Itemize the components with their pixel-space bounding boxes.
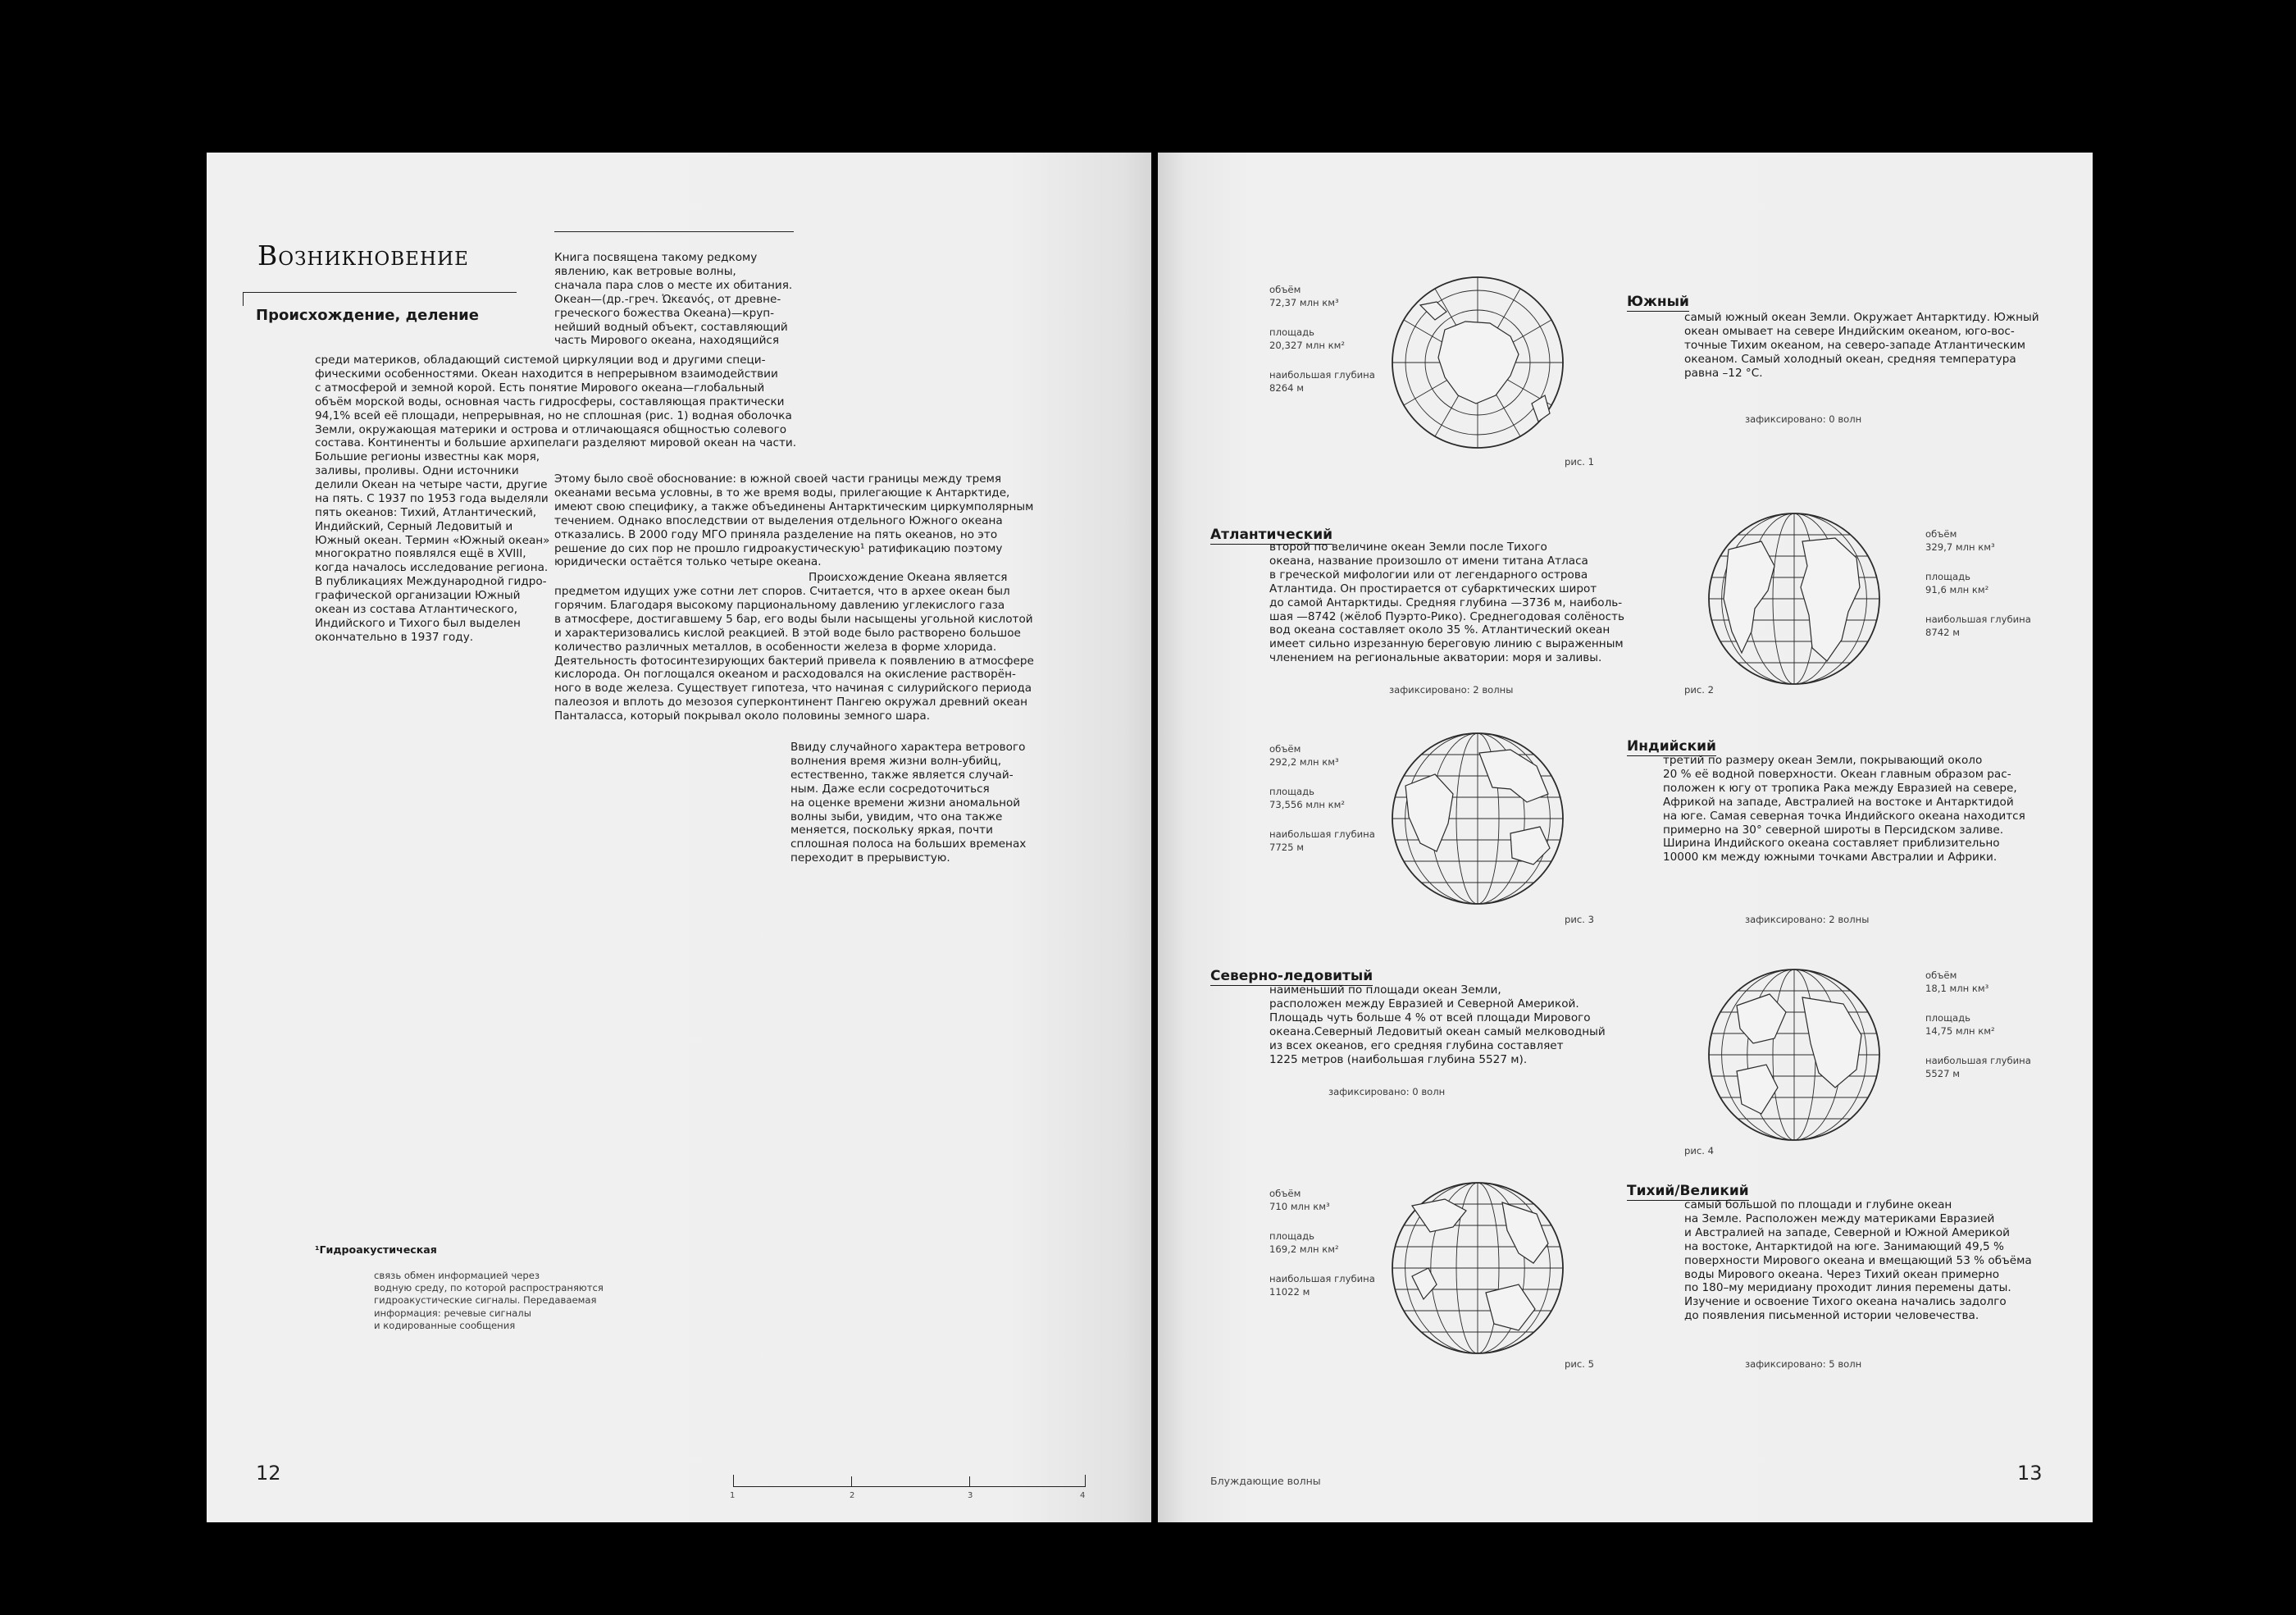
footnote-line: гидроакустические сигналы. Передаваемая	[374, 1294, 597, 1307]
text-line: океана.Северный Ледовитый океан самый мелководный	[1269, 1024, 1606, 1038]
title-rule	[243, 292, 301, 306]
paragraph-3-first-line: Происхождение Океана является	[809, 571, 1008, 584]
text-line: меняется, поскольку яркая, почти	[790, 823, 993, 837]
stat-value: 14,75 млн км²	[1925, 1025, 1995, 1037]
text-line: Ввиду случайного характера ветрового	[790, 741, 1026, 754]
text-line: по 180–му меридиану проходит линия перемены даты.	[1684, 1281, 2011, 1295]
text-line: горячим. Благодаря высокому парциональному давлению углекислого газа	[554, 598, 1005, 612]
text-line: океан омывает на севере Индийским океаном, юго-вос-	[1684, 324, 2015, 338]
text-line: юридически остаётся только четыре океана.	[554, 555, 822, 569]
text-line: течением. Однако впоследствии от выделения отдельного Южного океана	[554, 513, 1003, 527]
globe-indian	[1387, 728, 1568, 909]
figure-caption: рис. 3	[1565, 914, 1595, 925]
text-line: сплошная полоса на больших временах	[790, 837, 1027, 851]
text-line: состава. Континенты и большие архипелаги разделяют мировой океан на части.	[315, 436, 797, 450]
text-line: примерно на 30° северной широты в Персидском заливе.	[1663, 823, 2004, 837]
text-line: точные Тихим океаном, на северо-западе Атлантическим	[1684, 338, 2025, 352]
text-line: греческого божества Океана)—круп-	[554, 306, 775, 320]
stat-label: наибольшая глубина	[1925, 614, 2031, 625]
text-line: вод океана составляет около 35 %. Атлантический океан	[1269, 623, 1610, 637]
text-line: наименьший по площади океан Земли,	[1269, 983, 1501, 997]
stat-label: объём	[1269, 743, 1301, 755]
text-line: имеют свою специфику, а также объединены Антарктическим циркумполярным	[554, 500, 1034, 513]
text-line: графической организации Южный	[315, 589, 521, 603]
figure-caption: рис. 5	[1565, 1358, 1595, 1370]
text-line: делили Океан на четыре части, другие	[315, 477, 548, 491]
text-line: ным. Даже если сосредоточиться	[790, 782, 990, 796]
text-line: равна –12 °C.	[1684, 366, 1763, 380]
text-line: третий по размеру океан Земли, покрывающий около	[1663, 754, 1983, 767]
recorded-waves: зафиксировано: 0 волн	[1328, 1086, 1446, 1097]
stat-label: площадь	[1269, 326, 1314, 338]
text-line: предметом идущих уже сотни лет споров. Считается, что в архее океан был	[554, 585, 1010, 598]
text-line: явлению, как ветровые волны,	[554, 264, 736, 278]
text-line: и Австралией на западе, Северной и Южной Америкой	[1684, 1225, 2010, 1239]
landmass-outline	[1801, 538, 1860, 661]
text-line: второй по величине океан Земли после Тихого	[1269, 541, 1547, 554]
text-line: Земли, окружающая материки и острова и отличающаяся общностью солевого	[315, 422, 787, 436]
text-line: часть Мирового океана, находящийся	[554, 334, 780, 348]
text-line: 94,1% всей её площади, непрерывная, но не сплошная (рис. 1) водная оболочка	[315, 408, 792, 422]
title-rule-long	[243, 292, 517, 293]
landmass-outline	[1486, 1284, 1535, 1330]
stat-label: площадь	[1925, 571, 1970, 582]
stat-value: 91,6 млн км²	[1925, 584, 1989, 595]
recorded-waves: зафиксировано: 2 волны	[1745, 914, 1870, 925]
stat-value: 7725 м	[1269, 842, 1304, 853]
text-line: до самой Антарктиды. Средняя глубина —3736 м, наиболь-	[1269, 595, 1623, 609]
text-line: положен к югу от тропика Рака между Евразией на севере,	[1663, 781, 2017, 795]
text-line: до появления письменной истории человечества.	[1684, 1309, 1979, 1323]
stat-value: 8264 м	[1269, 382, 1304, 394]
text-line: имеет сильно изрезанную береговую линию с выраженным	[1269, 637, 1624, 651]
stat-label: объём	[1269, 1188, 1301, 1199]
stat-value: 8742 м	[1925, 627, 1960, 638]
text-line: когда началось исследование региона.	[315, 561, 549, 575]
footnote-term: ¹Гидроакустическая	[315, 1243, 437, 1256]
stat-label: объём	[1269, 284, 1301, 295]
text-line: ного в воде железа. Существует гипотеза, что начиная с силурийского периода	[554, 682, 1032, 696]
text-line: палеозоя и вплоть до мезозоя суперконтинент Пангею окружал древний океан	[554, 696, 1028, 709]
text-line: самый большой по площади и глубине океан	[1684, 1198, 1952, 1211]
text-line: нейший водный объект, составляющий	[554, 320, 788, 334]
text-line: Панталасса, который покрывал около половины земного шара.	[554, 709, 931, 723]
stat-label: наибольшая глубина	[1925, 1055, 2031, 1066]
globe-drawing	[1387, 1178, 1568, 1358]
text-line: на юге. Самая северная точка Индийского океана находится	[1663, 809, 2025, 823]
text-line: с атмосферой и земной корой. Есть понятие Мирового океана—глобальный	[315, 381, 765, 395]
landmass-outline	[1737, 994, 1786, 1043]
text-line: океан из состава Атлантического,	[315, 603, 518, 616]
recorded-waves: зафиксировано: 2 волны	[1389, 684, 1514, 696]
scale-tick-label: 2	[850, 1491, 855, 1500]
text-line: и характеризовались кислой реакцией. В этой воде было растворено большое	[554, 626, 1021, 640]
recorded-waves: зафиксировано: 5 волн	[1745, 1358, 1862, 1370]
ocean-name: Индийский	[1627, 738, 1716, 755]
text-line: самый южный океан Земли. Окружает Антарктиду. Южный	[1684, 311, 2039, 324]
text-line: на Земле. Расположен между материками Евразией	[1684, 1211, 1995, 1225]
landmass-outline	[1420, 302, 1446, 320]
text-line: заливы, проливы. Одни источники	[315, 464, 519, 477]
text-line: В публикациях Международной гидро-	[315, 575, 547, 589]
text-line: сначала пара слов о месте их обитания.	[554, 278, 793, 292]
chapter-title: Возникновение	[257, 240, 469, 271]
text-line: количество различных металлов, в особенности железа в форме хлорида.	[554, 640, 997, 654]
text-line: на пять. С 1937 по 1953 года выделяли	[315, 491, 549, 505]
figure-caption: рис. 2	[1684, 684, 1715, 696]
landmass-outline	[1737, 1065, 1778, 1114]
figure-caption: рис. 1	[1565, 456, 1595, 468]
globe-drawing	[1387, 728, 1568, 909]
stat-value: 710 млн км³	[1269, 1201, 1330, 1212]
scale-tick-label: 3	[968, 1491, 973, 1500]
text-line: Индийского и Тихого был выделен	[315, 616, 521, 630]
scale-tick	[969, 1476, 970, 1486]
text-line: 20 % её водной поверхности. Океан главным образом рас-	[1663, 767, 2011, 781]
text-line: Африкой на западе, Австралией на востоке и Антарктидой	[1663, 795, 2014, 809]
ocean-name: Тихий/Великий	[1627, 1183, 1749, 1199]
stat-label: наибольшая глубина	[1269, 828, 1375, 840]
footnote-line: связь обмен информацией через	[374, 1270, 540, 1281]
text-line: 1225 метров (наибольшая глубина 5527 м).	[1269, 1052, 1528, 1066]
stat-label: объём	[1925, 528, 1957, 540]
running-footer: Блуждающие волны	[1210, 1475, 1321, 1487]
scale-bar	[733, 1475, 1086, 1487]
stat-value: 72,37 млн км³	[1269, 297, 1339, 308]
text-line: Индийский, Серный Ледовитый и	[315, 519, 513, 533]
text-line: среди материков, обладающий системой циркуляции вод и другими специ-	[315, 354, 766, 367]
text-line: отказались. В 2000 году МГО приняла разделение на пять океанов, но это	[554, 527, 998, 541]
text-line: решение до сих пор не прошло гидроакустическую¹ ратификацию поэтому	[554, 541, 1003, 555]
globe-drawing	[1704, 509, 1884, 689]
scale-tick-label: 1	[730, 1491, 736, 1500]
footnote-line: водную среду, по которой распространяются	[374, 1282, 604, 1294]
ocean-name: Северно-ледовитый	[1210, 968, 1374, 984]
text-line: кислорода. Он поглощался океаном и расходовался на окисление растворён-	[554, 668, 1016, 682]
footnote-line: и кодированные сообщения	[374, 1319, 516, 1331]
text-line: на оценке времени жизни аномальной	[790, 796, 1021, 810]
stat-value: 5527 м	[1925, 1068, 1960, 1079]
text-line: в атмосфере, достигавшему 5 бар, его воды были насыщены угольной кислотой	[554, 612, 1033, 626]
text-line: на востоке, Антарктидой на юге. Занимающий 49,5 %	[1684, 1239, 2004, 1253]
text-line: 10000 км между южными точками Австралии и Африки.	[1663, 851, 1998, 865]
landmass-outline	[1438, 322, 1519, 404]
scale-tick	[851, 1476, 852, 1486]
landmass-outline	[1532, 395, 1550, 422]
text-line: пять океанов: Тихий, Атлантический,	[315, 505, 537, 519]
text-line: Океан—(др.-греч. Ὠκεανός, от древне-	[554, 292, 781, 306]
text-line: Книга посвящена такому редкому	[554, 251, 758, 264]
text-line: в греческой мифологии или от легендарного острова	[1269, 568, 1588, 582]
ocean-name: Атлантический	[1210, 527, 1333, 543]
stat-label: объём	[1925, 969, 1957, 981]
text-line: Площадь чуть больше 4 % от всей площади Мирового	[1269, 1011, 1591, 1024]
text-line: объём морской воды, основная часть гидросферы, составляющая практически	[315, 395, 785, 408]
stat-label: площадь	[1925, 1012, 1970, 1024]
globe-pacific	[1387, 1178, 1568, 1358]
stat-value: 73,556 млн км²	[1269, 799, 1346, 810]
text-line: окончательно в 1937 году.	[315, 630, 474, 644]
landmass-outline	[1510, 827, 1550, 865]
text-line: Изучение и освоение Тихого океана начались задолго	[1684, 1295, 2007, 1309]
text-line: волнения время жизни волн-убийц,	[790, 754, 1002, 768]
text-line: океана, название произошло от имени титана Атласа	[1269, 554, 1588, 568]
text-line: естественно, также является случай-	[790, 768, 1014, 782]
stat-value: 169,2 млн км²	[1269, 1243, 1339, 1255]
stat-label: площадь	[1269, 786, 1314, 797]
stat-value: 11022 м	[1269, 1286, 1310, 1298]
globe-south-polar	[1387, 272, 1568, 453]
right-page	[1158, 153, 2093, 1522]
footnote-line: информация: речевые сигналы	[374, 1307, 531, 1319]
chapter-subtitle: Происхождение, деление	[256, 307, 479, 324]
globe-drawing	[1387, 272, 1568, 453]
top-rule	[554, 231, 794, 232]
text-line: волны зыби, увидим, что она также	[790, 810, 1003, 823]
text-line: фическими особенностями. Океан находится в непрерывном взаимодействии	[315, 367, 778, 381]
page-number-right: 13	[2017, 1462, 2043, 1485]
recorded-waves: зафиксировано: 0 волн	[1745, 413, 1862, 425]
globe-arctic	[1704, 965, 1884, 1145]
text-line: Деятельность фотосинтезирующих бактерий привела к появлению в атмосфере	[554, 654, 1034, 668]
stat-value: 18,1 млн км³	[1925, 983, 1989, 994]
text-line: многократно появлялся ещё в XVIII,	[315, 547, 526, 561]
text-line: Этому было своё обоснование: в южной своей части границы между тремя	[554, 472, 1002, 486]
stat-value: 329,7 млн км³	[1925, 541, 1995, 553]
landmass-outline	[1802, 997, 1861, 1088]
page-number-left: 12	[256, 1462, 281, 1485]
text-line: Южный океан. Термин «Южный океан»	[315, 533, 550, 547]
stat-value: 20,327 млн км²	[1269, 340, 1346, 351]
stat-label: наибольшая глубина	[1269, 1273, 1375, 1284]
text-line: шая —8742 (жёлоб Пуэрто-Рико). Среднегодовая солёность	[1269, 609, 1625, 623]
stat-label: наибольшая глубина	[1269, 369, 1375, 381]
text-line: воды Мирового океана. Через Тихий океан примерно	[1684, 1267, 2000, 1281]
text-line: из всех океанов, его средняя глубина составляет	[1269, 1038, 1564, 1052]
text-line: Большие регионы известны как моря,	[315, 450, 540, 464]
text-line: поверхности Мирового океана и вмещающий 53 % объёма	[1684, 1253, 2032, 1267]
text-line: членением на региональные акватории: моря и заливы.	[1269, 651, 1602, 665]
text-line: океаном. Самый холодный океан, средняя температура	[1684, 352, 2016, 366]
left-page	[207, 153, 1151, 1522]
scale-tick-label: 4	[1080, 1491, 1086, 1500]
text-line: переходит в прерывистую.	[790, 851, 950, 865]
text-line: расположен между Евразией и Северной Америкой.	[1269, 997, 1579, 1011]
text-line: океанами весьма условны, в то же время воды, прилегающие к Антарктиде,	[554, 486, 1010, 500]
text-line: Ширина Индийского океана составляет приблизительно	[1663, 837, 2000, 851]
ocean-name: Южный	[1627, 294, 1689, 310]
text-line: Атлантида. Он простирается от субарктических широт	[1269, 582, 1597, 595]
landmass-outline	[1724, 541, 1774, 653]
figure-caption: рис. 4	[1684, 1145, 1715, 1157]
globe-atlantic	[1704, 509, 1884, 689]
stat-value: 292,2 млн км³	[1269, 756, 1339, 768]
globe-drawing	[1704, 965, 1884, 1145]
stat-label: площадь	[1269, 1230, 1314, 1242]
